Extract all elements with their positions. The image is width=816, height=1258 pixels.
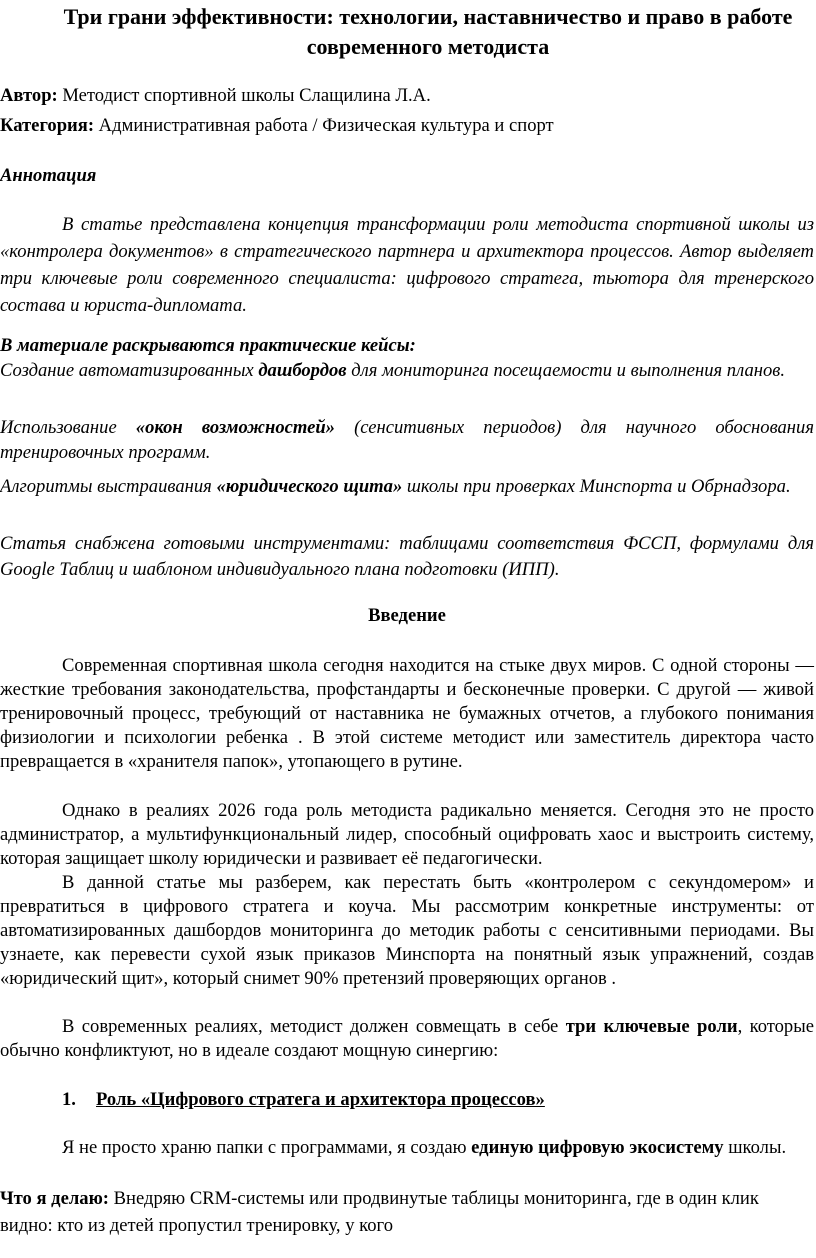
annotation-text: В статье представлена концепция трансформации роли методиста спортивной школы из «контролера документов» в стратегического партнера и архитектора процессов. Автор выделяет три ключевые роли современного специалиста: цифрового стратега, тьютора для тренерского состава и юриста-дипломата.: [0, 214, 814, 316]
category-line: [0, 114, 814, 138]
section-1-title: Роль «Цифрового стратега и архитектора процессов»: [96, 1089, 545, 1110]
three-roles-emphasis: три ключевые роли: [565, 1016, 738, 1037]
section-1-what-i-do: Что я делаю: Внедряю CRM-системы или продвинутые таблицы мониторинга, где в один клик видно: кто из детей пропустил тренировку, у кого: [0, 1188, 759, 1236]
category-value: Административная работа / Физическая культура и спорт: [94, 115, 554, 136]
what-i-do-label: Что я делаю:: [0, 1188, 109, 1209]
author-line: [0, 84, 814, 108]
case-item-windows: Использование «окон возможностей» (сенситивных периодов) для научного обоснования тренировочных программ.: [0, 417, 814, 463]
intro-paragraph-2: Однако в реалиях 2026 года роль методиста радикально меняется. Сегодня это не просто администратор, а мультифункциональный лидер, способный оцифровать хаос и выстроить систему, которая защищает школу юридически и развивает её педагогически.: [0, 800, 814, 869]
section-1-number: 1.: [62, 1089, 76, 1110]
section-1-paragraph: Я не просто храню папки с программами, я создаю единую цифровую экосистему школы.: [62, 1137, 787, 1158]
case-keyword-windows: «окон возможностей»: [135, 417, 335, 438]
intro-paragraph-3: В данной статье мы разберем, как перестать быть «контролером с секундомером» и превратиться в цифрового стратега и коуча. Мы рассмотрим конкретные инструменты: от автоматизированных дашбордов мониторинга до методик работы с сенситивными периодами. Вы узнаете, как перевести сухой язык приказов Минспорта на понятный язык упражнений, создав «юридический щит», который снимет 90% претензий проверяющих органов .: [0, 872, 814, 989]
cases-heading: В материале раскрываются практические кейсы:: [0, 335, 416, 356]
author-label: Автор:: [0, 85, 58, 106]
case-item-dashboards: Создание автоматизированных дашбордов для мониторинга посещаемости и выполнения планов.: [0, 360, 785, 381]
annotation-heading: Аннотация: [0, 165, 97, 186]
case-item-legal-shield: Алгоритмы выстраивания «юридического щита» школы при проверках Минспорта и Обрнадзора.: [0, 476, 791, 497]
intro-heading: Введение: [368, 605, 446, 626]
section-1-heading: [62, 1088, 814, 1112]
case-keyword-dashboards: дашбордов: [258, 360, 347, 381]
case-keyword-legal-shield: «юридического щита»: [216, 476, 403, 497]
digital-ecosystem-emphasis: единую цифровую экосистему: [471, 1137, 724, 1158]
intro-paragraph-1: Современная спортивная школа сегодня находится на стыке двух миров. С одной стороны — жесткие требования законодательства, профстандарты и бесконечные проверки. С другой — живой тренировочный процесс, требующий от наставника не бумажных отчетов, а глубокого понимания физиологии и психологии ребенка . В этой системе методист или заместитель директора часто превращается в «хранителя папок», утопающего в рутине.: [0, 655, 814, 772]
category-label: Категория:: [0, 115, 95, 136]
intro-paragraph-4: В современных реалиях, методист должен совмещать в себе три ключевые роли, которые обычно конфликтуют, но в идеале создают мощную синергию:: [0, 1016, 814, 1061]
tools-paragraph: Статья снабжена готовыми инструментами: таблицами соответствия ФССП, формулами для Google Таблиц и шаблоном индивидуального плана подготовки (ИПП).: [0, 533, 814, 580]
author-value: Методист спортивной школы Слащилина Л.А.: [57, 85, 431, 106]
article-title: Три грани эффективности: технологии, наставничество и право в работе современного методиста: [63, 4, 793, 59]
